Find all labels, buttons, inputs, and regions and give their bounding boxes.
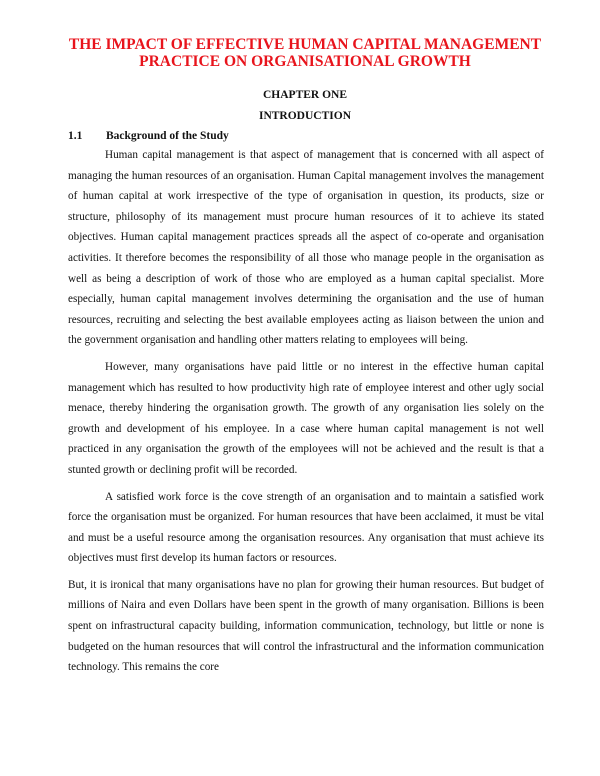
subsection-heading [68, 129, 229, 143]
subsection-number: 1.1 [68, 130, 83, 142]
section-heading: INTRODUCTION [258, 110, 351, 122]
paragraph: Human capital management is that aspect of management that is concerned with all aspect of managing the human resources of an organisation. Human Capital management involves the management of human capital at work irrespective of the type of organisation in question, its products, size or structure, philosophy of its management must procure human resources of it to achieve its stated objectives. Human capital management practices spreads all the aspect of co-operate and organisation activities. It therefore becomes the responsibility of all those who manage people in the organisation as well as being a description of work of those who are employed as a human capital specialist. More especially, human capital management involves determining the organisation and the use of human resources, recruiting and selecting the best available employees acting as liaison between the union and the government organisation and handling other matters relating to employees will being. [68, 149, 544, 347]
subsection-title: Background of the Study [106, 130, 229, 142]
paragraph: However, many organisations have paid little or no interest in the effective human capital management which has resulted to how productivity high rate of employee interest and other ugly social menace, thereby hindering the organisation growth. The growth of any organisation lies solely on the growth and development of his employee. In a case where human capital management is not well practiced in any organisation the growth of the employees will not be achieved and the result is that a stunted growth or declining profit will be recorded. [68, 360, 544, 476]
chapter-heading: CHAPTER ONE [262, 89, 348, 101]
paragraph: But, it is ironical that many organisations have no plan for growing their human resources. But budget of millions of Naira and even Dollars have been spent in the growth of many organisation. Billions is been spent on infrastructural capacity building, information communication, technology, but little or none is budgeted on the human resources that will control the infrastructural and the information communication technology. This remains the core [68, 578, 544, 674]
document-title: THE IMPACT OF EFFECTIVE HUMAN CAPITAL MANAGEMENT PRACTICE ON ORGANISATIONAL GROWTH [68, 36, 542, 70]
body-text [68, 145, 544, 678]
paragraph: A satisfied work force is the cove strength of an organisation and to maintain a satisfied work force the organisation must be organized. For human resources that have been acclaimed, it must be vital and must be a useful resource among the organisation resources. Any organisation that must achieve its objectives must first develop its human factors or resources. [68, 490, 544, 565]
